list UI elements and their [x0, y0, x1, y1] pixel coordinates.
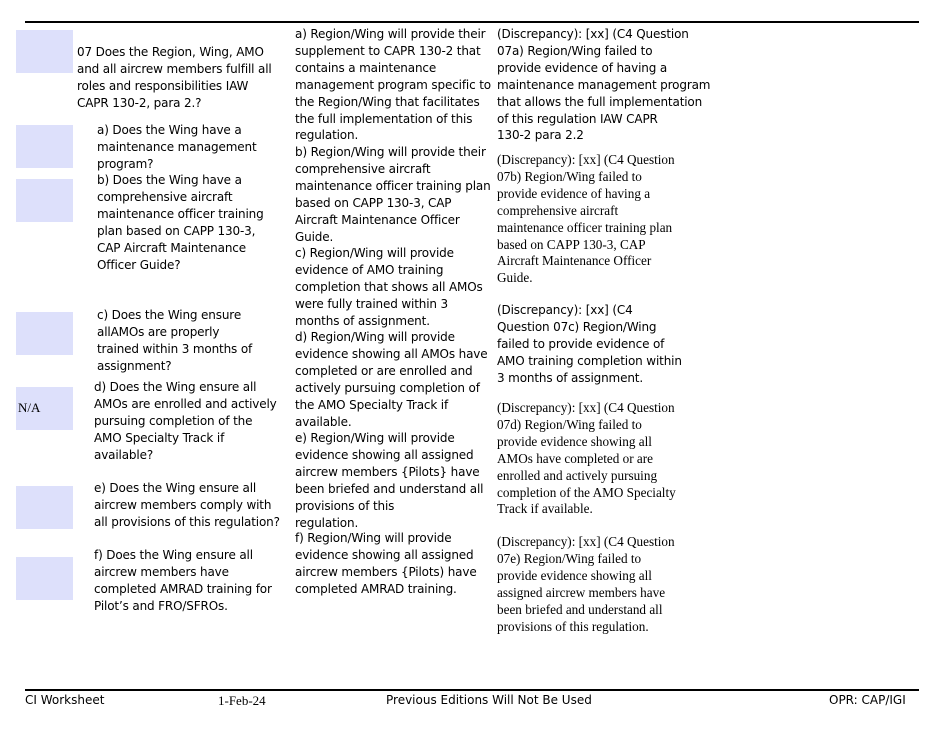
question-07-text: 07 Does the Region, Wing, AMO and all aircrew members fulfill all roles and responsibilities IAW CAPR 130-2, para 2.?	[77, 44, 272, 110]
question-07c: c) Does the Wing ensure allAMOs are properly trained within 3 months of assignment?	[97, 308, 253, 373]
question-07	[77, 27, 292, 112]
discrepancy-07e: (Discrepancy): [xx] (C4 Question 07e) Region/Wing failed to provide evidence showing all assigned aircrew members have been briefed and understand all provisions of this regulation.	[497, 534, 675, 634]
status-box-a[interactable]	[16, 125, 73, 168]
discrepancy-07b: (Discrepancy): [xx] (C4 Question 07b) Region/Wing failed to provide evidence of having a comprehensive aircraft maintenance officer training plan based on CAPP 130-3, CAP Aircraft Maintenance Officer Guide.	[497, 152, 675, 286]
question-07f: f) Does the Wing ensure all aircrew members have completed AMRAD training for Pilot’s and FRO/SFROs.	[94, 548, 272, 613]
question-07a: a) Does the Wing have a maintenance management program?	[97, 123, 257, 171]
status-box-e[interactable]	[16, 486, 73, 529]
discrepancy-07c: (Discrepancy): [xx] (C4 Question 07c) Region/Wing failed to provide evidence of AMO training completion within 3 months of assignment.	[497, 303, 682, 385]
status-box-f[interactable]	[16, 557, 73, 600]
question-07b: b) Does the Wing have a comprehensive aircraft maintenance officer training plan based on CAPP 130-3, CAP Aircraft Maintenance Officer Guide?	[97, 173, 264, 272]
question-07e: e) Does the Wing ensure all aircrew members comply with all provisions of this regulation?	[94, 481, 280, 529]
footer-form-name: CI Worksheet	[25, 693, 105, 707]
guidance-07a: a) Region/Wing will provide their supplement to CAPR 130-2 that contains a maintenance management program specific to the Region/Wing that facilitates the full implementation of this regulation.	[295, 27, 491, 143]
top-rule	[25, 21, 919, 23]
guidance-07f: f) Region/Wing will provide evidence showing all assigned aircrew members {Pilots) have completed AMRAD training.	[295, 531, 477, 596]
bottom-rule	[25, 689, 919, 691]
guidance-07e: e) Region/Wing will provide evidence showing all assigned aircrew members {Pilots} have been briefed and understand all provisions of this regulation.	[295, 431, 484, 530]
discrepancy-07d: (Discrepancy): [xx] (C4 Question 07d) Region/Wing failed to provide evidence showing all AMOs have completed or are enrolled and actively pursuing completion of the AMO Specialty Track if available.	[497, 400, 676, 517]
status-box-q07[interactable]	[16, 30, 73, 73]
question-07d: d) Does the Wing ensure all AMOs are enrolled and actively pursuing completion of the AMO Specialty Track if available?	[94, 380, 277, 462]
status-box-c[interactable]	[16, 312, 73, 355]
guidance-07b: b) Region/Wing will provide their comprehensive aircraft maintenance officer training plan based on CAPP 130-3, CAP Aircraft Maintenance Officer Guide.	[295, 145, 491, 244]
guidance-07d: d) Region/Wing will provide evidence showing all AMOs have completed or are enrolled and actively pursuing completion of the AMO Specialty Track if available.	[295, 330, 488, 429]
footer-date: 1-Feb-24	[218, 693, 266, 708]
status-value-d: N/A	[18, 400, 41, 415]
footer-opr: OPR: CAP/IGI	[829, 693, 906, 707]
status-box-b[interactable]	[16, 179, 73, 222]
discrepancy-07a: (Discrepancy): [xx] (C4 Question 07a) Region/Wing failed to provide evidence of having a maintenance management program that allows the full implementation of this regulation IAW CAPR 130-2 para 2.2	[497, 27, 711, 143]
guidance-07c: c) Region/Wing will provide evidence of AMO training completion that shows all AMOs were fully trained within 3 months of assignment.	[295, 246, 483, 328]
footer-notice: Previous Editions Will Not Be Used	[386, 693, 592, 707]
